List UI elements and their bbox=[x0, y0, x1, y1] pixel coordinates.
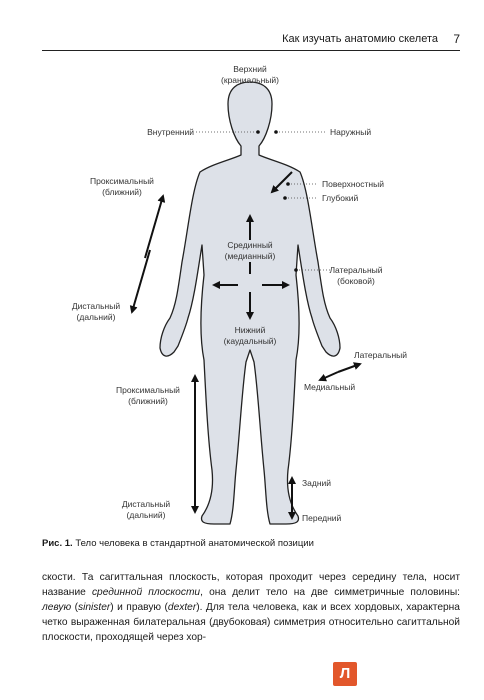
label-inferior-1: Нижний bbox=[234, 325, 266, 335]
label-posterior: Задний bbox=[302, 478, 332, 488]
body-text-5: ). Для тела человека, как и всех хордовых, характерна четко выраженная билатеральная (двубоковая) симметрия относительно сагиттальной плоскости, проходящей через хор- bbox=[42, 602, 460, 643]
label-superior-1: Верхний bbox=[233, 64, 267, 74]
label-distal-leg-2: (дальний) bbox=[126, 510, 166, 520]
label-superficial: Поверхностный bbox=[322, 179, 384, 189]
body-term-sinister: sinister bbox=[78, 602, 111, 613]
label-deep: Глубокий bbox=[322, 193, 359, 203]
body-text-3: ( bbox=[71, 602, 79, 613]
body-term-left: левую bbox=[42, 602, 72, 613]
label-distal-leg-1: Дистальный bbox=[121, 499, 171, 509]
label-superior-2: (краниальный) bbox=[221, 75, 279, 85]
label-internal: Внутренний bbox=[147, 127, 194, 137]
lateral-medial-arrow bbox=[338, 364, 360, 372]
body-text-4: ) и правую ( bbox=[110, 602, 168, 613]
body-text-2: , она делит тело на две симметричные половины: bbox=[200, 587, 460, 598]
label-median-2: (медианный) bbox=[224, 251, 276, 261]
label-external: Наружный bbox=[330, 127, 372, 137]
label-distal-arm-1: Дистальный bbox=[71, 301, 121, 311]
label-median-1: Срединный bbox=[227, 240, 273, 250]
label-lateral-side-1: Латеральный bbox=[329, 265, 383, 275]
label-proximal-arm-2: (ближний) bbox=[102, 187, 142, 197]
logo-letter: Л bbox=[339, 665, 351, 682]
page-number: 7 bbox=[453, 32, 460, 46]
label-proximal-arm-1: Проксимальный bbox=[90, 176, 154, 186]
caption-text: Тело человека в стандартной анатомической позиции bbox=[75, 538, 314, 549]
publisher-logo bbox=[333, 662, 357, 686]
label-lateral: Латеральный bbox=[354, 350, 408, 360]
body-term-median-plane: срединной плоскости bbox=[91, 587, 201, 598]
body-term-dexter: dexter bbox=[167, 602, 197, 613]
body-paragraph bbox=[42, 570, 460, 645]
header-title: Как изучать анатомию скелета bbox=[282, 33, 438, 45]
figure-caption bbox=[42, 538, 314, 549]
caption-label: Рис. 1. bbox=[42, 538, 73, 549]
body-text-1: скости. Та сагиттальная плоскость, которая проходит через середину тела, носит название bbox=[42, 572, 460, 598]
arm-proximal-distal-arrow bbox=[145, 196, 163, 258]
label-proximal-leg-1: Проксимальный bbox=[116, 385, 180, 395]
label-inferior-2: (каудальный) bbox=[223, 336, 277, 346]
label-proximal-leg-2: (ближний) bbox=[128, 396, 168, 406]
label-medial: Медиальный bbox=[304, 382, 356, 392]
label-anterior: Передний bbox=[302, 513, 342, 523]
label-distal-arm-2: (дальний) bbox=[76, 312, 116, 322]
label-lateral-side-2: (боковой) bbox=[337, 276, 375, 286]
